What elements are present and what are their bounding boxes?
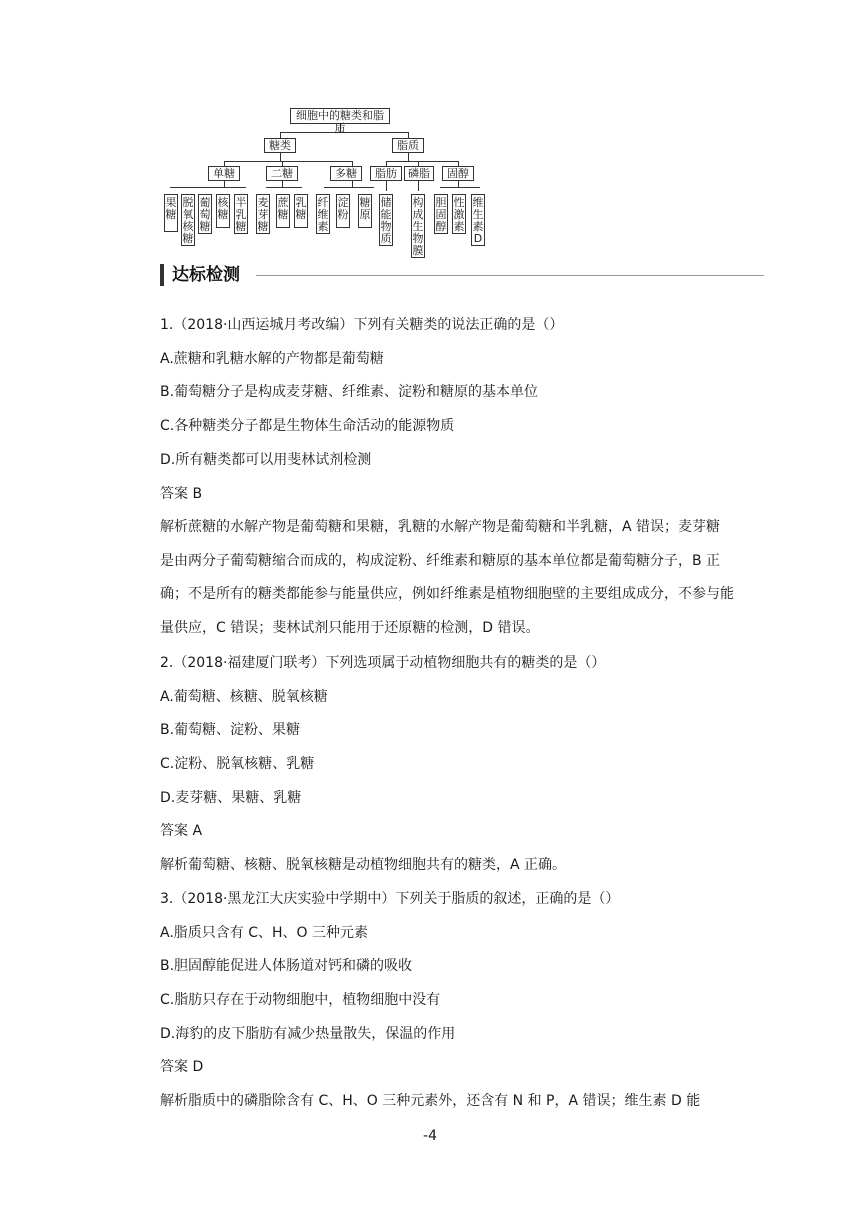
concept-diagram: [160, 100, 500, 260]
diagram-leaf: 乳糖: [294, 194, 308, 228]
diagram-leaf: 葡萄糖: [199, 196, 211, 233]
diagram-leaf: 麦芽糖: [257, 196, 269, 233]
diagram-leaf: 核糖: [216, 194, 230, 228]
connector: [386, 161, 458, 162]
connector: [280, 153, 281, 161]
question-3-stem: 3.（2018·黑龙江大庆实验中学期中）下列关于脂质的叙述，正确的是（）: [160, 891, 620, 907]
connector: [440, 187, 480, 188]
diagram-leaf: 蔗糖: [276, 194, 290, 228]
diagram-root: 细胞中的糖类和脂质: [290, 108, 390, 124]
section-rule: [256, 275, 764, 276]
question-2-answer: 答案 A: [160, 823, 203, 839]
diagram-node-monosaccharide: 单糖: [208, 166, 240, 181]
diagram-node-lipids: 脂质: [392, 138, 424, 153]
diagram-leaf: 胆固醇: [435, 196, 447, 233]
connector: [418, 181, 419, 191]
diagram-leaf: 果糖: [164, 194, 178, 232]
diagram-leaf: 半乳糖: [235, 196, 247, 233]
diagram-node-sterol: 固醇: [442, 166, 474, 181]
section-bar: [160, 264, 164, 286]
connector: [170, 187, 246, 188]
section-header: [160, 262, 764, 288]
question-1-option-b: B.葡萄糖分子是构成麦芽糖、纤维素、淀粉和糖原的基本单位: [160, 384, 539, 400]
diagram-node-phospholipid: 磷脂: [404, 166, 434, 181]
question-1-analysis: 解析蔗糖的水解产物是葡萄糖和果糖，乳糖的水解产物是葡萄糖和半乳糖，A 错误；麦芽糖是由两分子葡萄糖缩合而成的，构成淀粉、纤维素和糖原的基本单位都是葡萄糖分子，B 正确；不是所有的糖类都能参与能量供应，例如纤维素是植物细胞壁的主要组成成分，不参与能量供应，C 错误；斐林试剂只能用于还原糖的检测，D 错误。: [160, 519, 734, 636]
diagram-node-fat: 脂肪: [370, 166, 402, 181]
question-3-answer: 答案 D: [160, 1059, 204, 1075]
section-title: 达标检测: [172, 265, 240, 285]
question-3-option-b: B.胆固醇能促进人体肠道对钙和磷的吸收: [160, 958, 413, 974]
diagram-leaf: 淀粉: [336, 194, 350, 228]
question-2-option-a: A.葡萄糖、核糖、脱氧核糖: [160, 689, 328, 705]
connector: [408, 153, 409, 161]
page-number: -4: [423, 1128, 437, 1144]
connector: [266, 187, 302, 188]
question-1-answer: 答案 B: [160, 486, 203, 502]
question-2-option-b: B.葡萄糖、淀粉、果糖: [160, 722, 301, 738]
connector: [324, 187, 374, 188]
question-2-option-d: D.麦芽糖、果糖、乳糖: [160, 790, 302, 806]
diagram-node-polysaccharide: 多糖: [330, 166, 362, 181]
question-1-option-d: D.所有糖类都可以用斐林试剂检测: [160, 452, 372, 468]
diagram-leaf: 构成生物膜: [412, 196, 424, 257]
diagram-leaf: 维生素D: [472, 196, 484, 245]
question-2-option-c: C.淀粉、脱氧核糖、乳糖: [160, 756, 315, 772]
diagram-leaf: 纤维素: [317, 196, 329, 233]
question-3-analysis: 解析脂质中的磷脂除含有 C、H、O 三种元素外，还含有 N 和 P，A 错误；维生素 D 能: [160, 1093, 701, 1109]
question-1-stem: 1.（2018·山西运城月考改编）下列有关糖类的说法正确的是（）: [160, 317, 564, 333]
question-3-option-a: A.脂质只含有 C、H、O 三种元素: [160, 925, 369, 941]
diagram-node-disaccharide: 二糖: [266, 166, 298, 181]
diagram-leaf: 脱氧核糖: [182, 196, 194, 245]
question-1-option-a: A.蔗糖和乳糖水解的产物都是葡萄糖: [160, 351, 384, 367]
question-3-option-d: D.海豹的皮下脂肪有减少热量散失，保温的作用: [160, 1026, 456, 1042]
connector: [386, 181, 387, 191]
question-2-analysis: 解析葡萄糖、核糖、脱氧核糖是动植物细胞共有的糖类，A 正确。: [160, 857, 567, 873]
question-2-stem: 2.（2018·福建厦门联考）下列选项属于动植物细胞共有的糖类的是（）: [160, 655, 606, 671]
diagram-node-sugars: 糖类: [264, 138, 296, 153]
connector: [224, 161, 352, 162]
diagram-leaf: 糖原: [358, 194, 372, 228]
diagram-leaf: 性激素: [453, 196, 465, 233]
question-3-option-c: C.脂肪只存在于动物细胞中，植物细胞中没有: [160, 992, 441, 1008]
diagram-leaf: 储能物质: [380, 196, 392, 245]
question-1-option-c: C.各种糖类分子都是生物体生命活动的能源物质: [160, 418, 455, 434]
